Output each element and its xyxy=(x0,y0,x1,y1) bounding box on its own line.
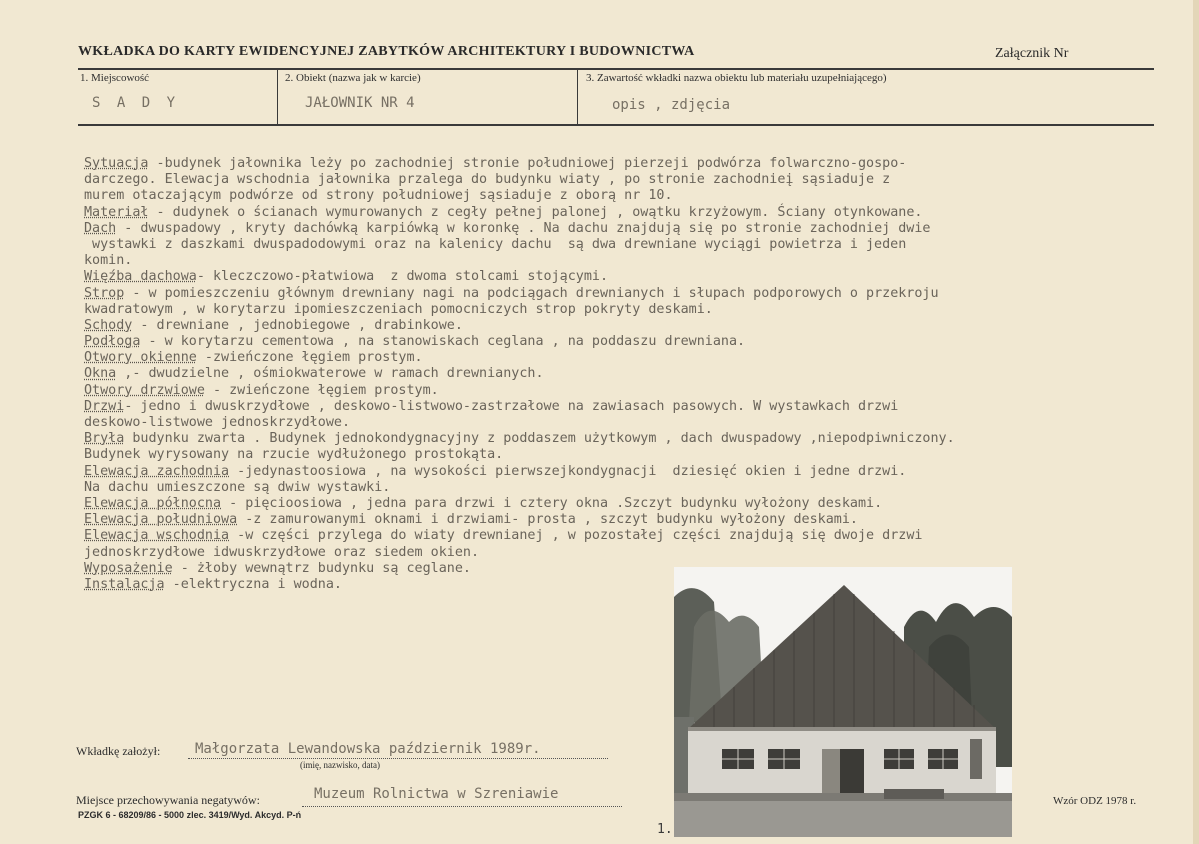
section-text: - w pomieszczeniu głównym drewniany nagi na podciągach drewnianych i słupach podporowych o przekroju xyxy=(124,285,939,301)
author-label: Wkładkę założył: xyxy=(76,744,161,758)
print-code: PZGK 6 - 68209/86 - 5000 zlec. 3419/Wyd. Akcyd. P-ń xyxy=(78,810,302,820)
description-line xyxy=(84,253,1179,269)
sheet-edge xyxy=(1193,0,1199,844)
section-text: komin. xyxy=(84,253,133,269)
section-heading: Więźba dachowa xyxy=(84,269,197,285)
section-text: Na dachu umieszczone są dwiw wystawki. xyxy=(84,479,391,495)
section-heading: Instalacja xyxy=(84,576,165,592)
section-heading: Sytuacja xyxy=(84,156,149,171)
description-line xyxy=(84,415,1179,431)
description-line xyxy=(84,577,1179,593)
description-line xyxy=(84,545,1179,561)
negatives-label: Miejsce przechowywania negatywów: xyxy=(76,793,260,807)
description-line xyxy=(84,156,1179,172)
page-number: 1. xyxy=(657,822,673,837)
author-value: Małgorzata Lewandowska październik 1989r. xyxy=(195,741,541,757)
description-line xyxy=(84,350,1179,366)
description-line xyxy=(84,237,1179,253)
description-line xyxy=(84,302,1179,318)
section-text: - zwieńczone łęgiem prostym. xyxy=(204,382,439,398)
locality-label: 1. Miejscowość xyxy=(80,72,150,84)
description-line xyxy=(84,188,1179,204)
section-heading: Dach xyxy=(84,220,117,236)
section-heading: Drzwi xyxy=(84,398,125,414)
section-text: -jedynastoosiowa , na wysokości pierwszejkondygnacji dziesięć okien i jedne drzwi. xyxy=(229,463,907,479)
field-divider-1 xyxy=(277,70,278,124)
section-text: - dwuspadowy , kryty dachówką karpiówką w koronkę . Na dachu znajdują się po stronie zachodniej dwie xyxy=(116,220,931,236)
section-text: - żłoby wewnątrz budynku są ceglane. xyxy=(172,560,471,576)
section-heading: Wyposażenie xyxy=(84,560,173,576)
section-heading: Elewacja południowa xyxy=(84,512,238,528)
description-line xyxy=(84,172,1179,188)
section-text: - pięcioosiowa , jedna para drzwi i cztery okna .Szczyt budynku wyłożony deskami. xyxy=(221,495,883,511)
description-line xyxy=(84,221,1179,237)
description-line xyxy=(84,366,1179,382)
field-divider-2 xyxy=(577,70,578,124)
section-text: ,- dwudzielne , ośmiokwaterowe w ramach drewnianych. xyxy=(116,366,544,382)
description-line xyxy=(84,334,1179,350)
description-line xyxy=(84,480,1179,496)
annex-label: Załącznik Nr xyxy=(995,46,1069,61)
section-text: wystawki z daszkami dwuspadodowymi oraz na kalenicy dachu są dwa drewniane wyciągi powietrza i jeden xyxy=(84,236,907,252)
description-line xyxy=(84,269,1179,285)
section-text: jednoskrzydłowe idwuskrzydłowe oraz siedem okien. xyxy=(84,544,480,560)
section-heading: Elewacja wschodnia xyxy=(84,528,230,544)
section-text: -zwieńczone łęgiem prostym. xyxy=(196,350,423,366)
section-heading: Schody xyxy=(84,317,133,333)
negatives-underline xyxy=(302,806,622,807)
description-line xyxy=(84,431,1179,447)
page-title: WKŁADKA DO KARTY EWIDENCYJNEJ ZABYTKÓW ARCHITEKTURY I BUDOWNICTWA xyxy=(78,44,695,59)
section-text: Budynek wyrysowany na rzucie wydłużonego prostokąta. xyxy=(84,447,504,463)
locality-value: S A D Y xyxy=(92,95,180,111)
object-label: 2. Obiekt (nazwa jak w karcie) xyxy=(285,72,421,84)
author-caption: (imię, nazwisko, data) xyxy=(300,760,380,770)
section-heading: Elewacja północna xyxy=(84,495,222,511)
description-line xyxy=(84,205,1179,221)
section-text: -elektryczna i wodna. xyxy=(164,576,342,592)
section-text: - dudynek o ścianach wymurowanych z cegły pełnej palonej , owątku krzyżowym. Ściany otynkowane. xyxy=(148,204,923,220)
section-text: - drewniane , jednobiegowe , drabinkowe. xyxy=(132,317,463,333)
description-line xyxy=(84,399,1179,415)
barn-photo-image xyxy=(674,567,1012,837)
description-line xyxy=(84,447,1179,463)
section-heading: Bryła xyxy=(84,431,125,447)
section-text: -w części przylega do wiaty drewnianej , w pozostałej części znajdują się dwoje drzwi xyxy=(229,528,923,544)
description-line xyxy=(84,383,1179,399)
description-line xyxy=(84,561,1179,577)
negatives-value: Muzeum Rolnictwa w Szreniawie xyxy=(314,786,559,802)
description-line xyxy=(84,318,1179,334)
section-heading: Podłoga xyxy=(84,334,141,350)
section-text: - w korytarzu cementowa , na stanowiskach ceglana , na poddaszu drewniana. xyxy=(140,334,746,350)
section-heading: Elewacja zachodnia xyxy=(84,463,230,479)
description-line xyxy=(84,464,1179,480)
description-line xyxy=(84,286,1179,302)
section-heading: Otwory drzwiowe xyxy=(84,382,205,398)
section-text: - kleczczowo-płatwiowa z dwoma stolcami stojącymi. xyxy=(196,269,609,285)
section-text: -budynek jałownika leży po zachodniej stronie południowej pierzeji podwórza folwarczno-gospo- xyxy=(148,156,907,171)
object-value: JAŁOWNIK NR 4 xyxy=(305,95,415,111)
section-text: darczego. Elewacja wschodnia jałownika przalega do budynku wiaty , po stronie zachodnieį sąsiaduje z xyxy=(84,172,891,188)
section-heading: Okna xyxy=(84,366,117,382)
fields-rule xyxy=(78,124,1154,126)
description-line xyxy=(84,512,1179,528)
contents-label: 3. Zawartość wkładki nazwa obiektu lub materiału uzupełniającego) xyxy=(586,72,887,84)
section-text: budynku zwarta . Budynek jednokondygnacyjny z poddaszem użytkowym , dach dwuspadowy ,niepodpiwniczony. xyxy=(124,431,955,447)
section-heading: Otwory okienne xyxy=(84,350,197,366)
contents-value: opis , zdjęcia xyxy=(612,97,731,113)
section-text: murem otaczającym podwórze od strony południowej sąsiaduje z oborą nr 10. xyxy=(84,188,673,204)
header-rule xyxy=(78,68,1154,70)
barn-photo xyxy=(674,567,1012,837)
section-text: kwadratowym , w korytarzu ipomieszczeniach pomocniczych strop pokryty deskami. xyxy=(84,301,713,317)
section-text: - jedno i dwuskrzydłowe , deskowo-listwowo-zastrzałowe na zawiasach pasowych. W wystawkach drzwi xyxy=(124,398,899,414)
author-underline xyxy=(188,758,608,759)
section-heading: Strop xyxy=(84,285,125,301)
description-text xyxy=(84,156,1179,593)
description-line xyxy=(84,496,1179,512)
section-text: -z zamurowanymi oknami i drzwiami- prosta , szczyt budynku wyłożony deskami. xyxy=(237,512,858,528)
form-id: Wzór ODZ 1978 r. xyxy=(1053,795,1137,807)
section-heading: Materiał xyxy=(84,204,149,220)
section-text: deskowo-listwowe jednoskrzydłowe. xyxy=(84,415,351,430)
description-line xyxy=(84,528,1179,544)
